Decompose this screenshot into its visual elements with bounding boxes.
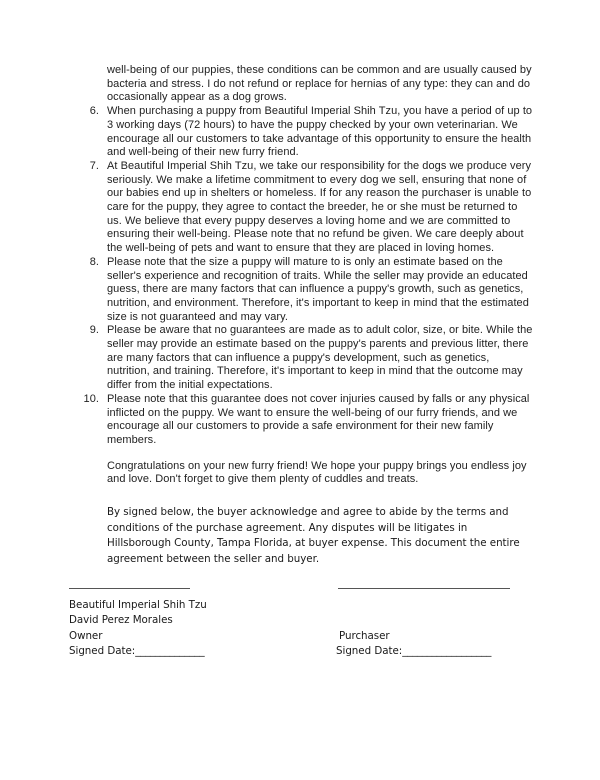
list-item — [69, 393, 534, 448]
list-item — [69, 256, 534, 325]
list-item-text: Please note that this guarantee does not cover injuries caused by falls or any physical inflicted on the puppy. We want to ensure the well-being of our furry friends, and we encourage all our customers to provide a safe environment for their new family members. — [107, 392, 530, 446]
purchaser-signed-date-row — [336, 644, 491, 659]
list-item — [69, 160, 534, 256]
seller-signature-details — [69, 598, 207, 659]
congratulations-paragraph: Congratulations on your new furry friend! We hope your puppy brings you endless joy and love. Don't forget to give them plenty of cuddles and treats. — [107, 459, 527, 486]
seller-role: Owner — [69, 629, 103, 642]
purchaser-role: Purchaser — [339, 630, 390, 642]
paragraph-spacer — [69, 448, 534, 460]
purchaser-signature-rule — [338, 588, 510, 589]
list-item-text: When purchasing a puppy from Beautiful Imperial Shih Tzu, you have a period of up to 3 working days (72 hours) to have the puppy checked by your own veterinarian. We encourage all our customers to take advantage of this opportunity to ensure the health and well-being of their new furry friend. — [107, 105, 533, 159]
seller-signed-date-row — [69, 644, 207, 659]
list-item-marker: 9. — [89, 324, 99, 337]
seller-signed-date-label: Signed Date: — [69, 644, 136, 657]
purchaser-signed-date-label: Signed Date: — [336, 645, 403, 658]
seller-signed-date-blank[interactable]: ______________ — [135, 644, 205, 657]
list-item-text: Please note that the size a puppy will mature to is only an estimate based on the seller's experience and recognition of traits. While the seller may provide an educated guess, there are many factors that can influence a puppy's growth, such as genetics, nutrition, and environment. Therefore, it's important to keep in mind that the estimated size is not guaranteed and may vary. — [107, 255, 529, 323]
agreement-paragraph: By signed below, the buyer acknowledge and agree to abide by the terms and conditions of the purchase agreement. Any disputes will be litigates in Hillsborough County, Tampa Florida, at buyer expense. This document the entire agreement between the seller and buyer. — [107, 506, 520, 565]
list-item-text: At Beautiful Imperial Shih Tzu, we take our responsibility for the dogs we produce very seriously. We make a lifetime commitment to every dog we sell, ensuring that none of our babies end up in shelters or homeless. If for any reason the purchaser is unable to care for the puppy, they agree to contact the breeder, he or she must be returned to us. We believe that every puppy deserves a loving home and we are committed to ensuring their well-being. Please note that no refund be given. We care deeply about the well-being of pets and want to ensure that they are placed in loving homes. — [107, 159, 532, 255]
list-item-text: Please be aware that no guarantees are made as to adult color, size, or bite. While the seller may provide an estimate based on the puppy's parents and previous litter, there are many factors that can influence a puppy's development, such as genetics, nutrition, and training. Therefore, it's important to keep in mind that the outcome may differ from the initial expectations. — [107, 324, 533, 392]
list-item-marker: 7. — [89, 159, 99, 172]
list-item-marker: 6. — [89, 105, 99, 118]
list-item — [69, 324, 534, 393]
list-item-marker: 10. — [83, 392, 99, 405]
paragraph-spacer — [69, 487, 534, 505]
list-item-marker: 8. — [89, 255, 99, 268]
seller-company: Beautiful Imperial Shih Tzu — [69, 599, 207, 611]
purchaser-signed-date-blank[interactable]: __________________ — [402, 645, 492, 658]
purchaser-signature-details — [336, 629, 491, 660]
terms-list — [69, 105, 534, 448]
seller-signature-rule — [69, 588, 190, 589]
list-item — [69, 105, 534, 160]
seller-name: David Perez Morales — [69, 614, 173, 627]
document-body — [69, 64, 534, 567]
continuation-paragraph: well-being of our puppies, these conditions can be common and are usually caused by bacteria and stress. I do not refund or replace for hernias of any type: they can and do occasionally appear as a dog grows. — [107, 64, 532, 104]
